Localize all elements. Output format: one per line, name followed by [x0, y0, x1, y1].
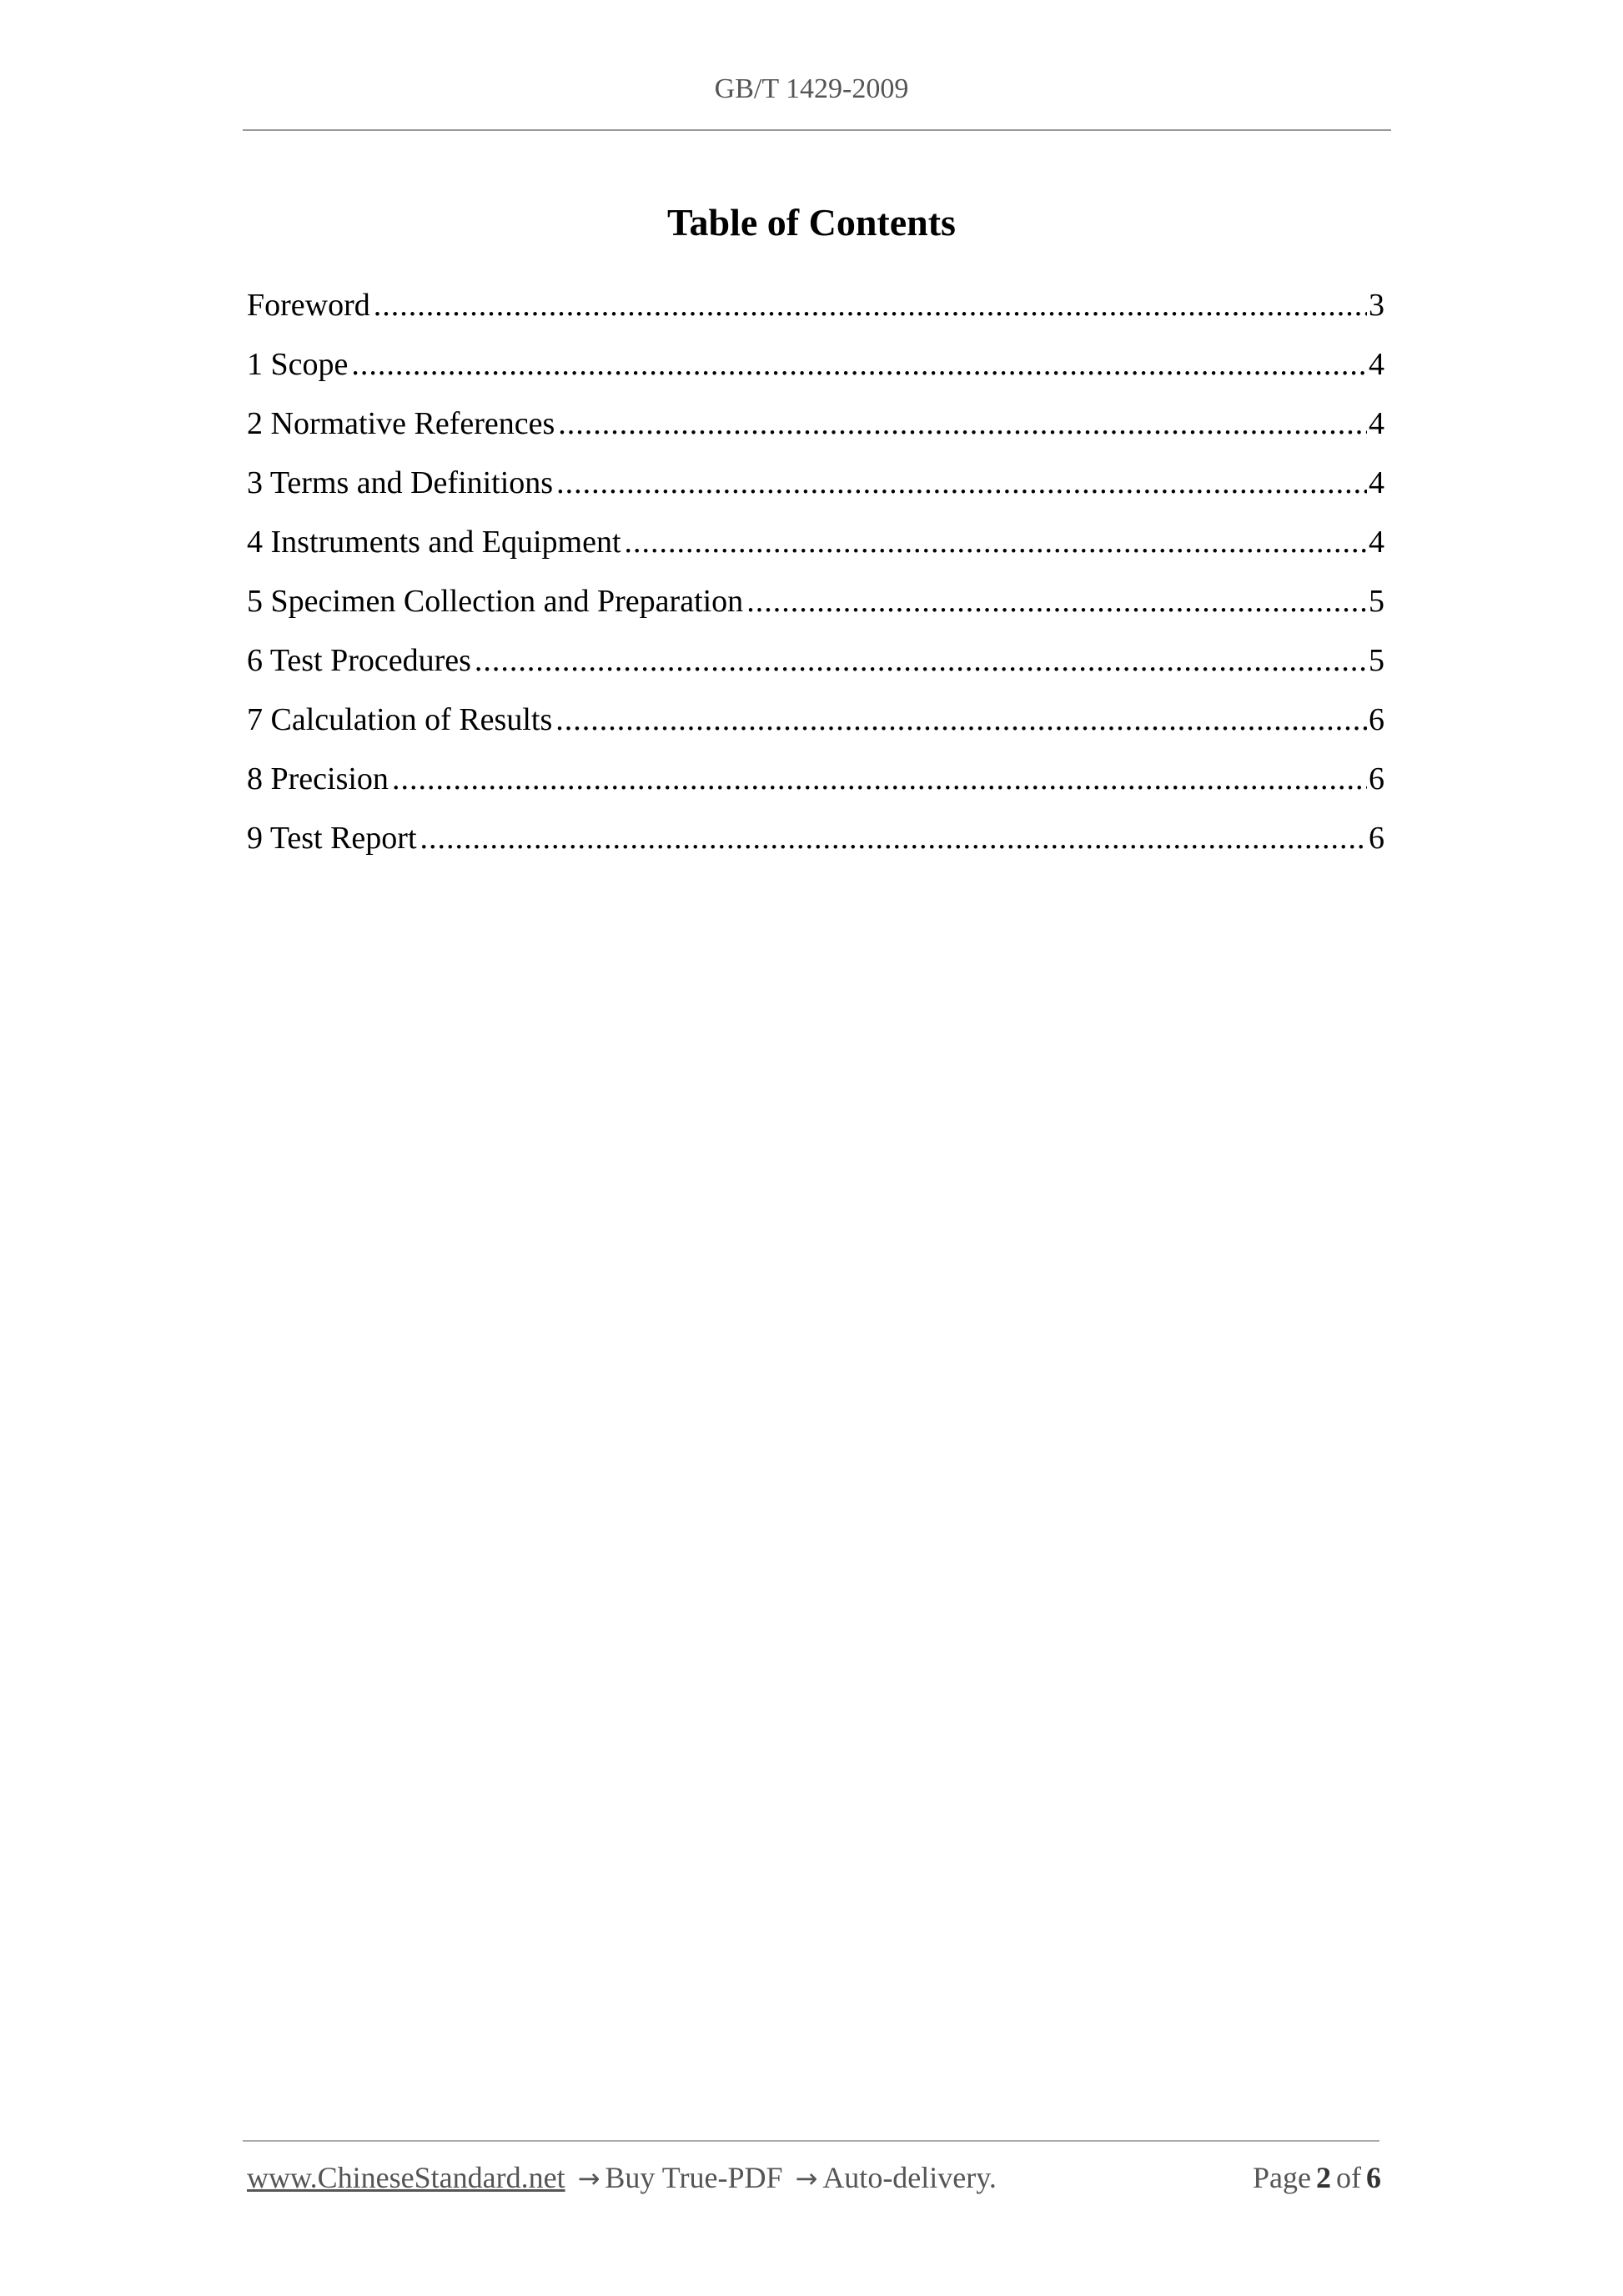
toc-entry-page: 6 [1369, 761, 1384, 796]
auto-delivery-text: Auto-delivery. [822, 2161, 997, 2194]
toc-entry-page: 5 [1369, 643, 1384, 678]
dot-leader [475, 637, 1367, 684]
toc-entry-label: 8 Precision [247, 761, 389, 796]
toc-entry-label: 9 Test Report [247, 821, 417, 856]
toc-entry-scope[interactable] [247, 341, 1384, 400]
toc-entry-foreword[interactable] [247, 282, 1384, 341]
toc-entry-test-report[interactable] [247, 815, 1384, 874]
toc-entry-page: 3 [1369, 288, 1384, 323]
toc-entry-test-procedures[interactable] [247, 637, 1384, 696]
dot-leader [374, 282, 1367, 329]
arrow-right-icon: → [577, 2163, 600, 2194]
toc-entry-page: 4 [1369, 465, 1384, 500]
dot-leader [555, 696, 1367, 743]
toc-entry-page: 4 [1369, 525, 1384, 560]
of-word: of [1336, 2161, 1361, 2194]
toc-title: Table of Contents [667, 201, 956, 244]
toc-entry-instruments-and-equipment[interactable] [247, 519, 1384, 578]
toc-entry-precision[interactable] [247, 756, 1384, 815]
toc-entry-normative-references[interactable] [247, 400, 1384, 460]
page-word: Page [1253, 2161, 1311, 2194]
toc-entry-label: 2 Normative References [247, 406, 555, 441]
footer-promo [247, 2160, 997, 2195]
total-pages: 6 [1366, 2161, 1381, 2194]
toc-entry-page: 6 [1369, 702, 1384, 737]
current-page: 2 [1316, 2161, 1331, 2194]
dot-leader [420, 815, 1367, 862]
website-link[interactable]: www.ChineseStandard.net [247, 2161, 565, 2194]
toc-entry-page: 6 [1369, 821, 1384, 856]
table-of-contents [247, 282, 1384, 874]
page-number [1248, 2160, 1381, 2195]
toc-entry-page: 4 [1369, 347, 1384, 382]
toc-entry-calculation-of-results[interactable] [247, 696, 1384, 756]
toc-entry-terms-and-definitions[interactable] [247, 460, 1384, 519]
buy-pdf-text: Buy True-PDF [605, 2161, 783, 2194]
toc-entry-label: 1 Scope [247, 347, 349, 382]
toc-entry-page: 4 [1369, 406, 1384, 441]
document-code-header: GB/T 1429-2009 [714, 73, 909, 104]
toc-entry-label: 5 Specimen Collection and Preparation [247, 584, 744, 619]
dot-leader [746, 578, 1367, 625]
dot-leader [556, 460, 1367, 506]
toc-entry-specimen-collection[interactable] [247, 578, 1384, 637]
toc-entry-label: Foreword [247, 288, 370, 323]
dot-leader [351, 341, 1367, 388]
toc-entry-label: 4 Instruments and Equipment [247, 525, 621, 560]
page-footer [247, 2160, 1381, 2195]
header-divider [243, 129, 1391, 131]
arrow-right-icon: → [795, 2163, 818, 2194]
dot-leader [625, 519, 1367, 565]
dot-leader [392, 756, 1367, 802]
footer-divider [243, 2140, 1379, 2142]
toc-entry-label: 7 Calculation of Results [247, 702, 553, 737]
toc-entry-page: 5 [1369, 584, 1384, 619]
dot-leader [558, 400, 1367, 447]
toc-entry-label: 3 Terms and Definitions [247, 465, 554, 500]
toc-entry-label: 6 Test Procedures [247, 643, 471, 678]
